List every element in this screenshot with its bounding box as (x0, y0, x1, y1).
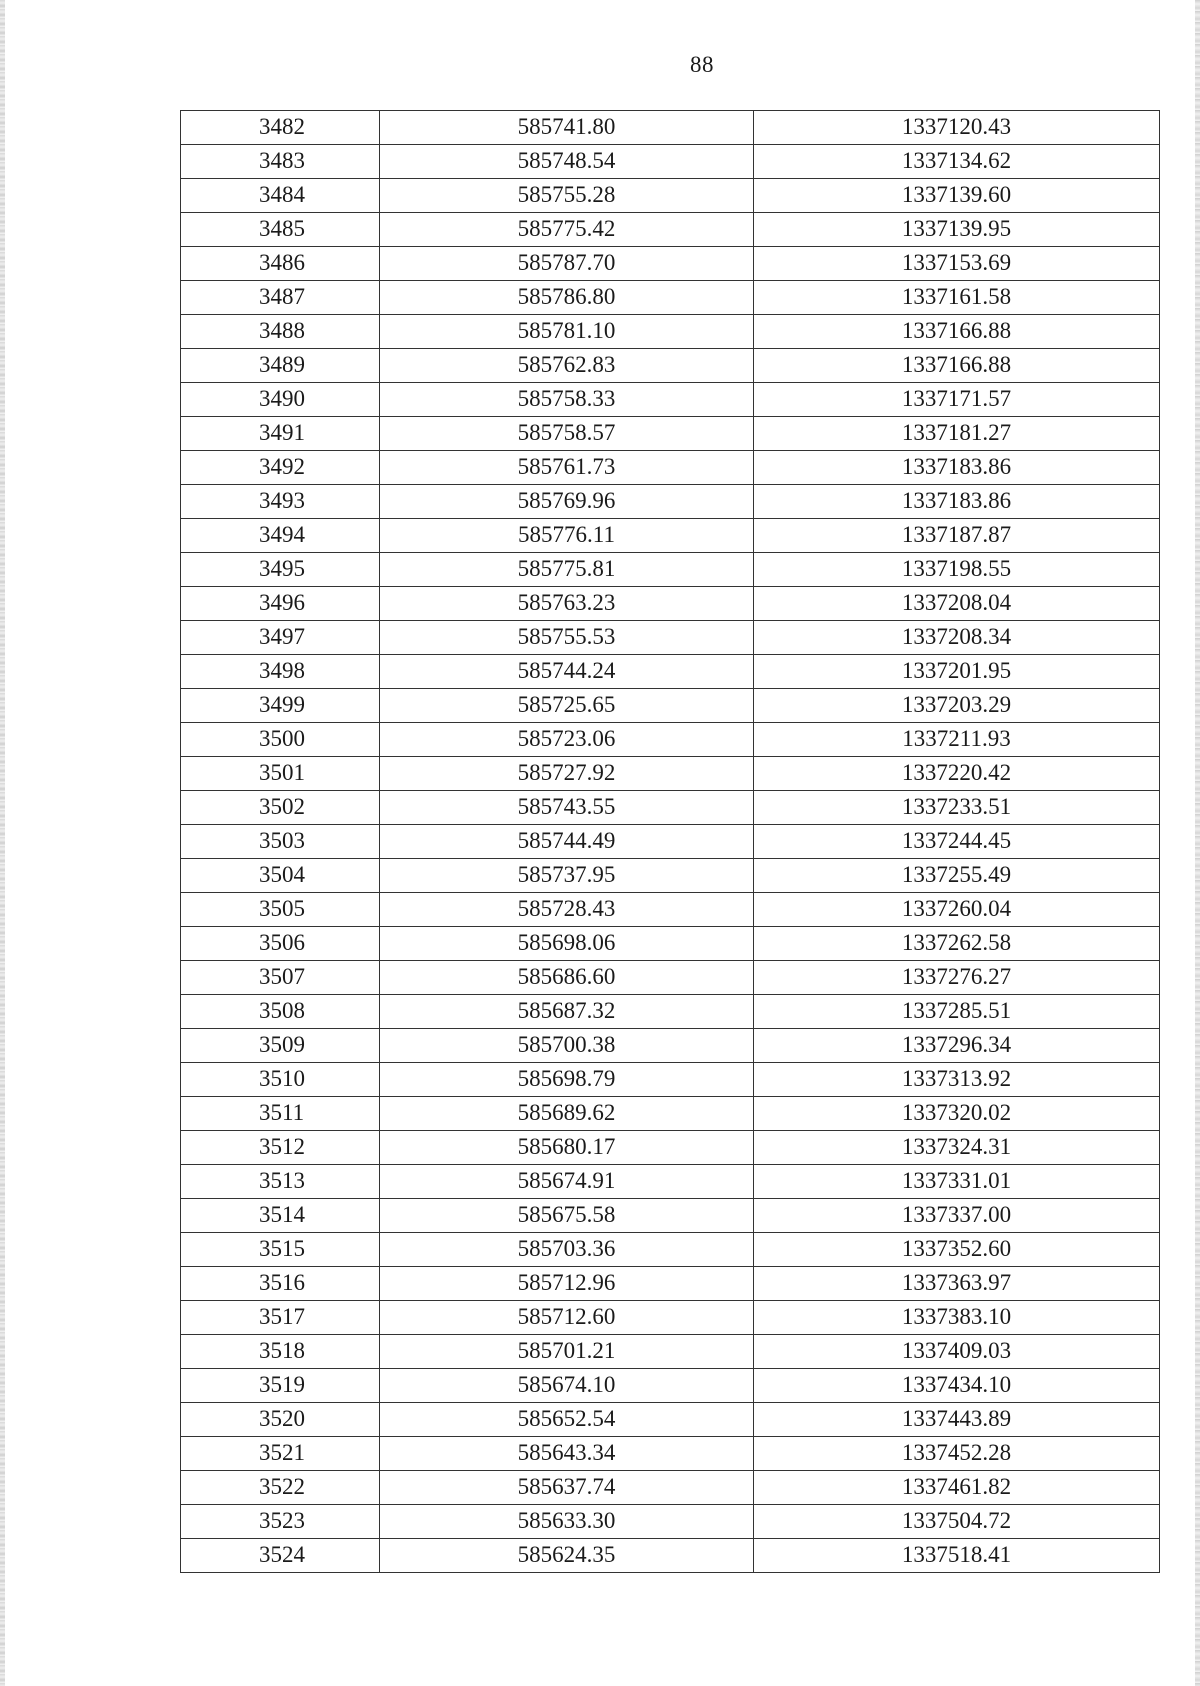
x-coordinate-cell: 585744.24 (380, 655, 754, 689)
point-number-cell: 3511 (181, 1097, 380, 1131)
coordinate-table-container (180, 110, 1159, 1573)
y-coordinate-cell: 1337383.10 (754, 1301, 1160, 1335)
y-coordinate-cell: 1337203.29 (754, 689, 1160, 723)
point-number-cell: 3490 (181, 383, 380, 417)
point-number-cell: 3493 (181, 485, 380, 519)
point-number-cell: 3521 (181, 1437, 380, 1471)
table-row (181, 247, 1160, 281)
point-number-cell: 3513 (181, 1165, 380, 1199)
y-coordinate-cell: 1337208.04 (754, 587, 1160, 621)
table-row (181, 1403, 1160, 1437)
x-coordinate-cell: 585675.58 (380, 1199, 754, 1233)
table-row (181, 1165, 1160, 1199)
table-row (181, 1063, 1160, 1097)
point-number-cell: 3499 (181, 689, 380, 723)
x-coordinate-cell: 585758.33 (380, 383, 754, 417)
table-row (181, 757, 1160, 791)
y-coordinate-cell: 1337211.93 (754, 723, 1160, 757)
x-coordinate-cell: 585743.55 (380, 791, 754, 825)
point-number-cell: 3486 (181, 247, 380, 281)
y-coordinate-cell: 1337166.88 (754, 349, 1160, 383)
x-coordinate-cell: 585761.73 (380, 451, 754, 485)
table-row (181, 825, 1160, 859)
point-number-cell: 3522 (181, 1471, 380, 1505)
x-coordinate-cell: 585700.38 (380, 1029, 754, 1063)
table-row (181, 349, 1160, 383)
y-coordinate-cell: 1337262.58 (754, 927, 1160, 961)
x-coordinate-cell: 585728.43 (380, 893, 754, 927)
point-number-cell: 3514 (181, 1199, 380, 1233)
point-number-cell: 3503 (181, 825, 380, 859)
y-coordinate-cell: 1337244.45 (754, 825, 1160, 859)
x-coordinate-cell: 585698.06 (380, 927, 754, 961)
point-number-cell: 3500 (181, 723, 380, 757)
x-coordinate-cell: 585703.36 (380, 1233, 754, 1267)
table-row (181, 1233, 1160, 1267)
point-number-cell: 3492 (181, 451, 380, 485)
table-row (181, 485, 1160, 519)
point-number-cell: 3496 (181, 587, 380, 621)
table-row (181, 451, 1160, 485)
y-coordinate-cell: 1337139.95 (754, 213, 1160, 247)
table-row (181, 723, 1160, 757)
point-number-cell: 3482 (181, 111, 380, 145)
x-coordinate-cell: 585769.96 (380, 485, 754, 519)
x-coordinate-cell: 585687.32 (380, 995, 754, 1029)
page-number: 88 (690, 52, 714, 77)
y-coordinate-cell: 1337255.49 (754, 859, 1160, 893)
table-row (181, 417, 1160, 451)
point-number-cell: 3495 (181, 553, 380, 587)
point-number-cell: 3494 (181, 519, 380, 553)
x-coordinate-cell: 585686.60 (380, 961, 754, 995)
point-number-cell: 3505 (181, 893, 380, 927)
table-row (181, 689, 1160, 723)
point-number-cell: 3506 (181, 927, 380, 961)
table-row (181, 621, 1160, 655)
table-row (181, 1267, 1160, 1301)
table-row (181, 995, 1160, 1029)
point-number-cell: 3520 (181, 1403, 380, 1437)
y-coordinate-cell: 1337452.28 (754, 1437, 1160, 1471)
x-coordinate-cell: 585775.42 (380, 213, 754, 247)
y-coordinate-cell: 1337139.60 (754, 179, 1160, 213)
y-coordinate-cell: 1337187.87 (754, 519, 1160, 553)
table-row (181, 1471, 1160, 1505)
y-coordinate-cell: 1337260.04 (754, 893, 1160, 927)
y-coordinate-cell: 1337285.51 (754, 995, 1160, 1029)
point-number-cell: 3501 (181, 757, 380, 791)
x-coordinate-cell: 585741.80 (380, 111, 754, 145)
y-coordinate-cell: 1337324.31 (754, 1131, 1160, 1165)
x-coordinate-cell: 585725.65 (380, 689, 754, 723)
y-coordinate-cell: 1337208.34 (754, 621, 1160, 655)
table-row (181, 1335, 1160, 1369)
y-coordinate-cell: 1337352.60 (754, 1233, 1160, 1267)
x-coordinate-cell: 585624.35 (380, 1539, 754, 1573)
x-coordinate-cell: 585737.95 (380, 859, 754, 893)
y-coordinate-cell: 1337443.89 (754, 1403, 1160, 1437)
x-coordinate-cell: 585689.62 (380, 1097, 754, 1131)
x-coordinate-cell: 585674.91 (380, 1165, 754, 1199)
table-row (181, 315, 1160, 349)
x-coordinate-cell: 585674.10 (380, 1369, 754, 1403)
table-row (181, 111, 1160, 145)
x-coordinate-cell: 585633.30 (380, 1505, 754, 1539)
y-coordinate-cell: 1337198.55 (754, 553, 1160, 587)
y-coordinate-cell: 1337363.97 (754, 1267, 1160, 1301)
table-row (181, 1437, 1160, 1471)
x-coordinate-cell: 585744.49 (380, 825, 754, 859)
point-number-cell: 3487 (181, 281, 380, 315)
y-coordinate-cell: 1337296.34 (754, 1029, 1160, 1063)
y-coordinate-cell: 1337166.88 (754, 315, 1160, 349)
point-number-cell: 3523 (181, 1505, 380, 1539)
table-row (181, 1505, 1160, 1539)
x-coordinate-cell: 585701.21 (380, 1335, 754, 1369)
point-number-cell: 3518 (181, 1335, 380, 1369)
x-coordinate-cell: 585637.74 (380, 1471, 754, 1505)
table-row (181, 383, 1160, 417)
point-number-cell: 3517 (181, 1301, 380, 1335)
x-coordinate-cell: 585698.79 (380, 1063, 754, 1097)
y-coordinate-cell: 1337313.92 (754, 1063, 1160, 1097)
x-coordinate-cell: 585755.28 (380, 179, 754, 213)
y-coordinate-cell: 1337153.69 (754, 247, 1160, 281)
y-coordinate-cell: 1337183.86 (754, 451, 1160, 485)
y-coordinate-cell: 1337461.82 (754, 1471, 1160, 1505)
y-coordinate-cell: 1337134.62 (754, 145, 1160, 179)
table-row (181, 145, 1160, 179)
point-number-cell: 3498 (181, 655, 380, 689)
table-row (181, 553, 1160, 587)
table-row (181, 1131, 1160, 1165)
table-row (181, 927, 1160, 961)
y-coordinate-cell: 1337276.27 (754, 961, 1160, 995)
y-coordinate-cell: 1337337.00 (754, 1199, 1160, 1233)
x-coordinate-cell: 585762.83 (380, 349, 754, 383)
point-number-cell: 3515 (181, 1233, 380, 1267)
table-row (181, 213, 1160, 247)
point-number-cell: 3510 (181, 1063, 380, 1097)
table-row (181, 179, 1160, 213)
x-coordinate-cell: 585775.81 (380, 553, 754, 587)
y-coordinate-cell: 1337331.01 (754, 1165, 1160, 1199)
table-row (181, 519, 1160, 553)
coordinate-table (180, 110, 1160, 1573)
y-coordinate-cell: 1337434.10 (754, 1369, 1160, 1403)
point-number-cell: 3484 (181, 179, 380, 213)
x-coordinate-cell: 585680.17 (380, 1131, 754, 1165)
point-number-cell: 3509 (181, 1029, 380, 1063)
table-row (181, 1301, 1160, 1335)
y-coordinate-cell: 1337320.02 (754, 1097, 1160, 1131)
point-number-cell: 3497 (181, 621, 380, 655)
table-row (181, 859, 1160, 893)
table-row (181, 1369, 1160, 1403)
table-row (181, 791, 1160, 825)
scan-edge-right (1195, 0, 1200, 1686)
y-coordinate-cell: 1337171.57 (754, 383, 1160, 417)
table-row (181, 1199, 1160, 1233)
table-row (181, 281, 1160, 315)
x-coordinate-cell: 585652.54 (380, 1403, 754, 1437)
table-row (181, 655, 1160, 689)
y-coordinate-cell: 1337181.27 (754, 417, 1160, 451)
x-coordinate-cell: 585727.92 (380, 757, 754, 791)
x-coordinate-cell: 585712.60 (380, 1301, 754, 1335)
point-number-cell: 3519 (181, 1369, 380, 1403)
coordinate-table-body (181, 111, 1160, 1573)
point-number-cell: 3504 (181, 859, 380, 893)
table-row (181, 1097, 1160, 1131)
x-coordinate-cell: 585723.06 (380, 723, 754, 757)
point-number-cell: 3491 (181, 417, 380, 451)
table-row (181, 1539, 1160, 1573)
x-coordinate-cell: 585755.53 (380, 621, 754, 655)
table-row (181, 587, 1160, 621)
x-coordinate-cell: 585712.96 (380, 1267, 754, 1301)
point-number-cell: 3489 (181, 349, 380, 383)
x-coordinate-cell: 585781.10 (380, 315, 754, 349)
point-number-cell: 3488 (181, 315, 380, 349)
y-coordinate-cell: 1337233.51 (754, 791, 1160, 825)
y-coordinate-cell: 1337409.03 (754, 1335, 1160, 1369)
x-coordinate-cell: 585643.34 (380, 1437, 754, 1471)
point-number-cell: 3507 (181, 961, 380, 995)
point-number-cell: 3516 (181, 1267, 380, 1301)
y-coordinate-cell: 1337183.86 (754, 485, 1160, 519)
y-coordinate-cell: 1337120.43 (754, 111, 1160, 145)
x-coordinate-cell: 585787.70 (380, 247, 754, 281)
y-coordinate-cell: 1337161.58 (754, 281, 1160, 315)
x-coordinate-cell: 585786.80 (380, 281, 754, 315)
table-row (181, 1029, 1160, 1063)
table-row (181, 961, 1160, 995)
point-number-cell: 3485 (181, 213, 380, 247)
x-coordinate-cell: 585758.57 (380, 417, 754, 451)
table-row (181, 893, 1160, 927)
y-coordinate-cell: 1337201.95 (754, 655, 1160, 689)
point-number-cell: 3512 (181, 1131, 380, 1165)
point-number-cell: 3508 (181, 995, 380, 1029)
point-number-cell: 3502 (181, 791, 380, 825)
x-coordinate-cell: 585776.11 (380, 519, 754, 553)
y-coordinate-cell: 1337504.72 (754, 1505, 1160, 1539)
point-number-cell: 3483 (181, 145, 380, 179)
x-coordinate-cell: 585763.23 (380, 587, 754, 621)
y-coordinate-cell: 1337220.42 (754, 757, 1160, 791)
scan-edge-left (0, 0, 5, 1686)
point-number-cell: 3524 (181, 1539, 380, 1573)
x-coordinate-cell: 585748.54 (380, 145, 754, 179)
y-coordinate-cell: 1337518.41 (754, 1539, 1160, 1573)
